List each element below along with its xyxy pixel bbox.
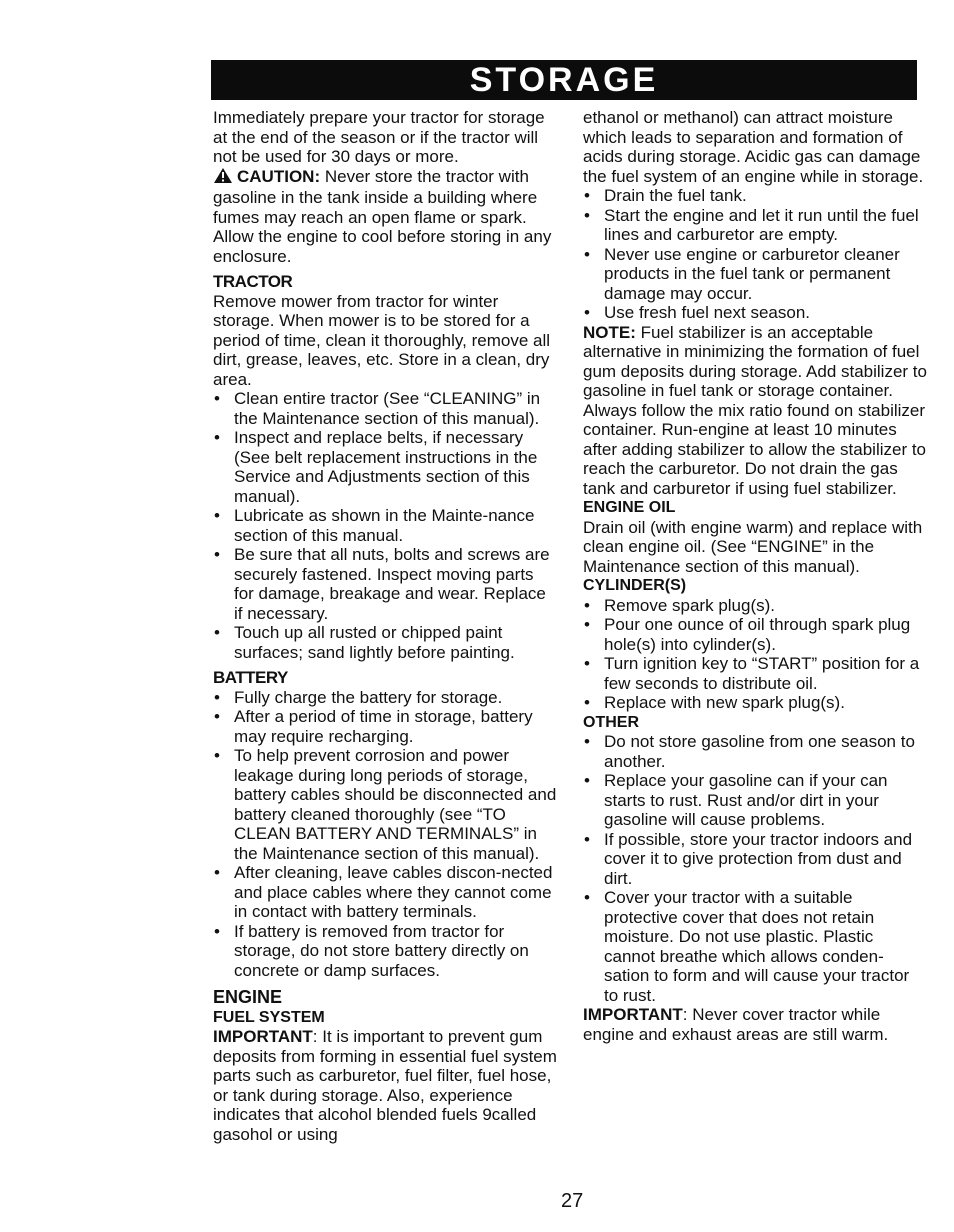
important-text: : It is important to prevent gum deposits from forming in essential fuel system parts such as carburetor, fuel filter, fuel hose, or tank during storage. Also, experience indicates that alcohol blended fuels 9called gasohol or using xyxy=(213,1027,557,1144)
list-item: • If battery is removed from tractor for storage, do not store battery directly on concrete or damp surfaces. xyxy=(213,922,558,981)
list-item: • Do not store gasoline from one season to another. xyxy=(583,732,928,771)
list-item: • Never use engine or carburetor cleaner products in the fuel tank or permanent damage may occur. xyxy=(583,245,928,304)
list-item: • Remove spark plug(s). xyxy=(583,596,928,616)
continued-paragraph: ethanol or methanol) can attract moisture which leads to separation and formation of acids during storage. Acidic gas can damage the fuel system of an engine while in storage. xyxy=(583,108,924,186)
note-label: NOTE: xyxy=(583,322,636,342)
tractor-paragraph: Remove mower from tractor for winter storage. When mower is to be stored for a period of time, clean it thoroughly, remove all dirt, grease, leaves, etc. Store in a clean, dry area. xyxy=(213,291,551,389)
caution-paragraph xyxy=(213,167,558,267)
list-item: • To help prevent corrosion and power leakage during long periods of storage, battery cables should be disconnected and battery cleaned thoroughly (see “TO CLEAN BATTERY AND TERMINALS” in the Maintenance section of this manual). xyxy=(213,746,558,863)
list-item: • Be sure that all nuts, bolts and screws are securely fastened. Inspect moving parts for damage, breakage and wear. Replace if necessary. xyxy=(213,545,558,623)
list-item: • Fully charge the battery for storage. xyxy=(213,688,558,708)
tractor-list xyxy=(213,389,558,662)
engine-heading: ENGINE xyxy=(213,987,283,1007)
warning-triangle-icon xyxy=(213,167,233,189)
list-item: • Pour one ounce of oil through spark plug hole(s) into cylinder(s). xyxy=(583,615,928,654)
list-item: • Lubricate as shown in the Mainte-nance section of this manual. xyxy=(213,506,558,545)
list-item: • Turn ignition key to “START” position for a few seconds to distribute oil. xyxy=(583,654,928,693)
list-item: • Touch up all rusted or chipped paint surfaces; sand lightly before painting. xyxy=(213,623,558,662)
list-item: • Cover your tractor with a suitable protective cover that does not retain moisture. Do not use plastic. Plastic cannot breathe which allows conden-sation to form and will cause your tractor to rust. xyxy=(583,888,928,1005)
cylinder-heading: CYLINDER(S) xyxy=(583,577,687,594)
other-heading: OTHER xyxy=(583,713,639,731)
list-item: • If possible, store your tractor indoors and cover it to give protection from dust and dirt. xyxy=(583,830,928,889)
list-item: • After cleaning, leave cables discon-nected and place cables where they cannot come in contact with battery terminals. xyxy=(213,863,558,922)
left-column xyxy=(213,108,558,1144)
note-text: Fuel stabilizer is an acceptable alternative in minimizing the formation of fuel gum deposits during storage. Add stabilizer to gasoline in fuel tank or storage container. Always follow the mix ratio found on stabilizer container. Run-engine at least 10 minutes after adding stabilizer to allow the stabilizer to reach the carburetor. Do not drain the gas tank and carburetor if using fuel stabilizer. xyxy=(583,322,927,498)
list-item: • Start the engine and let it run until the fuel lines and carburetor are empty. xyxy=(583,206,928,245)
caution-label: CAUTION: xyxy=(237,166,321,186)
list-item: • Use fresh fuel next season. xyxy=(583,303,928,323)
list-item: • Inspect and replace belts, if necessary (See belt replacement instructions in the Service and Adjustments section of this manual). xyxy=(213,428,558,506)
list-item: • Clean entire tractor (See “CLEANING” in the Maintenance section of this manual). xyxy=(213,389,558,428)
fuel-system-heading: FUEL SYSTEM xyxy=(213,1008,325,1026)
page-number: 27 xyxy=(561,1190,584,1212)
other-list xyxy=(583,732,928,1005)
important-label: IMPORTANT xyxy=(213,1027,313,1046)
list-item: • Replace your gasoline can if your can starts to rust. Rust and/or dirt in your gasoline will cause problems. xyxy=(583,771,928,830)
intro-paragraph: Immediately prepare your tractor for storage at the end of the season or if the tractor will not be used for 30 days or more. xyxy=(213,108,545,166)
engine-oil-heading: ENGINE OIL xyxy=(583,499,676,516)
fuel-list xyxy=(583,186,928,323)
important-label: IMPORTANT xyxy=(583,1005,683,1024)
storage-banner: STORAGE xyxy=(211,60,917,100)
important-paragraph xyxy=(213,1027,558,1144)
caution-text: Never store the tractor with gasoline in the tank inside a building where fumes may reach an open flame or spark. Allow the engine to cool before storing in any enclosure. xyxy=(213,166,552,266)
tractor-heading: TRACTOR xyxy=(213,272,293,291)
important-warm-paragraph xyxy=(583,1005,928,1044)
list-item: • Replace with new spark plug(s). xyxy=(583,693,928,713)
note-paragraph xyxy=(583,323,928,499)
list-item: • Drain the fuel tank. xyxy=(583,186,928,206)
list-item: • After a period of time in storage, battery may require recharging. xyxy=(213,707,558,746)
important-warm-text: : Never cover tractor while engine and exhaust areas are still warm. xyxy=(583,1005,889,1044)
battery-list xyxy=(213,688,558,981)
right-column xyxy=(583,108,928,1044)
engine-oil-paragraph: Drain oil (with engine warm) and replace with clean engine oil. (See “ENGINE” in the Maintenance section of this manual). xyxy=(583,517,923,576)
cylinder-list xyxy=(583,596,928,713)
battery-heading: BATTERY xyxy=(213,668,288,687)
